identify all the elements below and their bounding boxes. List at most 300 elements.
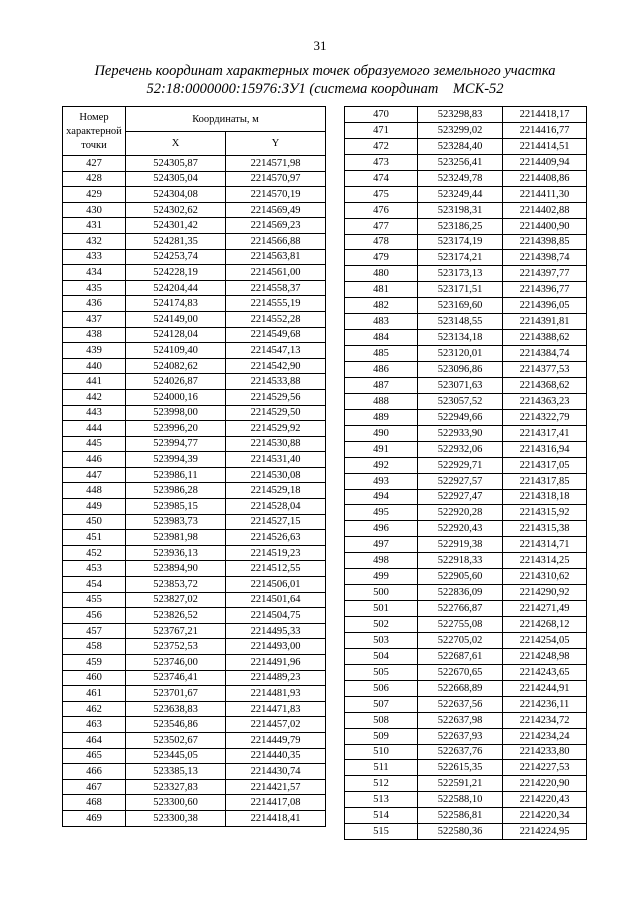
point-number-cell: 509: [345, 728, 418, 744]
x-coordinate-cell: 523174,21: [418, 250, 503, 266]
table-row: [63, 405, 326, 421]
y-coordinate-cell: 2214236,11: [503, 696, 587, 712]
x-coordinate-cell: 523249,44: [418, 186, 503, 202]
x-coordinate-cell: 523169,60: [418, 298, 503, 314]
table-row: [63, 748, 326, 764]
table-row: [63, 561, 326, 577]
point-number-cell: 466: [63, 764, 126, 780]
table-row: [63, 467, 326, 483]
table-row: [345, 601, 587, 617]
table-row: [63, 265, 326, 281]
point-number-cell: 511: [345, 760, 418, 776]
point-number-cell: 434: [63, 265, 126, 281]
table-row: [345, 362, 587, 378]
point-number-cell: 493: [345, 473, 418, 489]
x-coordinate-cell: 523502,67: [126, 732, 226, 748]
y-coordinate-cell: 2214418,17: [503, 107, 587, 123]
y-coordinate-cell: 2214549,68: [226, 327, 326, 343]
table-row: [345, 377, 587, 393]
point-number-cell: 441: [63, 374, 126, 390]
x-coordinate-cell: 522920,43: [418, 521, 503, 537]
x-coordinate-cell: 522637,56: [418, 696, 503, 712]
x-coordinate-cell: 524204,44: [126, 280, 226, 296]
point-number-cell: 454: [63, 577, 126, 593]
x-coordinate-cell: 523746,41: [126, 670, 226, 686]
x-coordinate-cell: 522591,21: [418, 776, 503, 792]
left-table-body: [63, 156, 326, 827]
x-coordinate-cell: 522919,38: [418, 537, 503, 553]
table-row: [345, 792, 587, 808]
header-x: X: [126, 132, 226, 156]
y-coordinate-cell: 2214400,90: [503, 218, 587, 234]
header-point-number: [63, 107, 126, 156]
x-coordinate-cell: 522949,66: [418, 409, 503, 425]
y-coordinate-cell: 2214227,53: [503, 760, 587, 776]
x-coordinate-cell: 522927,47: [418, 489, 503, 505]
table-row: [345, 122, 587, 138]
x-coordinate-cell: 522927,57: [418, 473, 503, 489]
y-coordinate-cell: 2214317,85: [503, 473, 587, 489]
y-coordinate-cell: 2214318,18: [503, 489, 587, 505]
table-row: [63, 608, 326, 624]
x-coordinate-cell: 524109,40: [126, 343, 226, 359]
x-coordinate-cell: 523298,83: [418, 107, 503, 123]
point-number-cell: 513: [345, 792, 418, 808]
point-number-cell: 462: [63, 701, 126, 717]
point-number-cell: 478: [345, 234, 418, 250]
header-coordinates: Координаты, м: [126, 107, 326, 132]
point-number-cell: 431: [63, 218, 126, 234]
y-coordinate-cell: 2214271,49: [503, 601, 587, 617]
y-coordinate-cell: 2214512,55: [226, 561, 326, 577]
point-number-cell: 479: [345, 250, 418, 266]
table-row: [345, 234, 587, 250]
x-coordinate-cell: 523853,72: [126, 577, 226, 593]
x-coordinate-cell: 522920,28: [418, 505, 503, 521]
point-number-cell: 432: [63, 233, 126, 249]
table-row: [345, 218, 587, 234]
y-coordinate-cell: 2214254,05: [503, 632, 587, 648]
y-coordinate-cell: 2214368,62: [503, 377, 587, 393]
point-number-cell: 481: [345, 282, 418, 298]
y-coordinate-cell: 2214449,79: [226, 732, 326, 748]
x-coordinate-cell: 523299,02: [418, 122, 503, 138]
point-number-cell: 486: [345, 362, 418, 378]
y-coordinate-cell: 2214316,94: [503, 441, 587, 457]
point-number-cell: 453: [63, 561, 126, 577]
x-coordinate-cell: 523148,55: [418, 314, 503, 330]
table-row: [63, 499, 326, 515]
y-coordinate-cell: 2214377,53: [503, 362, 587, 378]
point-number-cell: 446: [63, 452, 126, 468]
table-row: [63, 311, 326, 327]
point-number-cell: 515: [345, 824, 418, 840]
table-row: [63, 452, 326, 468]
x-coordinate-cell: 522687,61: [418, 648, 503, 664]
point-number-cell: 494: [345, 489, 418, 505]
point-number-cell: 471: [345, 122, 418, 138]
y-coordinate-cell: 2214391,81: [503, 314, 587, 330]
x-coordinate-cell: 523071,63: [418, 377, 503, 393]
point-number-cell: 429: [63, 187, 126, 203]
table-row: [63, 249, 326, 265]
x-coordinate-cell: 522637,98: [418, 712, 503, 728]
y-coordinate-cell: 2214558,37: [226, 280, 326, 296]
y-coordinate-cell: 2214317,05: [503, 457, 587, 473]
x-coordinate-cell: 522637,93: [418, 728, 503, 744]
table-row: [63, 701, 326, 717]
point-number-cell: 460: [63, 670, 126, 686]
y-coordinate-cell: 2214542,90: [226, 358, 326, 374]
x-coordinate-cell: 524082,62: [126, 358, 226, 374]
x-coordinate-cell: 523198,31: [418, 202, 503, 218]
y-coordinate-cell: 2214570,97: [226, 171, 326, 187]
page-number: 31: [313, 38, 327, 53]
y-coordinate-cell: 2214529,92: [226, 421, 326, 437]
table-row: [63, 483, 326, 499]
right-table-body: [345, 107, 587, 840]
y-coordinate-cell: 2214493,00: [226, 639, 326, 655]
table-row: [345, 154, 587, 170]
x-coordinate-cell: 522668,89: [418, 680, 503, 696]
x-coordinate-cell: 523445,05: [126, 748, 226, 764]
table-row: [63, 280, 326, 296]
title-line-2: 52:18:0000000:15976:ЗУ1 (система координат МСК-52: [146, 81, 504, 97]
table-row: [345, 569, 587, 585]
table-row: [345, 298, 587, 314]
point-number-cell: 445: [63, 436, 126, 452]
table-row: [345, 138, 587, 154]
y-coordinate-cell: 2214268,12: [503, 617, 587, 633]
y-coordinate-cell: 2214569,23: [226, 218, 326, 234]
x-coordinate-cell: 524304,08: [126, 187, 226, 203]
x-coordinate-cell: 523249,78: [418, 170, 503, 186]
table-row: [63, 764, 326, 780]
y-coordinate-cell: 2214398,74: [503, 250, 587, 266]
point-number-cell: 436: [63, 296, 126, 312]
y-coordinate-cell: 2214529,50: [226, 405, 326, 421]
y-coordinate-cell: 2214570,19: [226, 187, 326, 203]
table-row: [345, 346, 587, 362]
table-row: [345, 505, 587, 521]
x-coordinate-cell: 523300,60: [126, 795, 226, 811]
x-coordinate-cell: 524000,16: [126, 389, 226, 405]
x-coordinate-cell: 523827,02: [126, 592, 226, 608]
table-row: [63, 187, 326, 203]
point-number-cell: 440: [63, 358, 126, 374]
table-row: [63, 156, 326, 172]
y-coordinate-cell: 2214530,08: [226, 467, 326, 483]
table-row: [345, 170, 587, 186]
point-number-cell: 458: [63, 639, 126, 655]
point-number-cell: 503: [345, 632, 418, 648]
y-coordinate-cell: 2214531,40: [226, 452, 326, 468]
y-coordinate-cell: 2214224,95: [503, 824, 587, 840]
x-coordinate-cell: 522588,10: [418, 792, 503, 808]
table-row: [345, 808, 587, 824]
table-row: [63, 389, 326, 405]
point-number-cell: 464: [63, 732, 126, 748]
table-row: [345, 696, 587, 712]
document-title: [60, 62, 590, 98]
y-coordinate-cell: 2214529,56: [226, 389, 326, 405]
point-number-cell: 483: [345, 314, 418, 330]
point-number-cell: 435: [63, 280, 126, 296]
point-number-cell: 448: [63, 483, 126, 499]
y-coordinate-cell: 2214396,77: [503, 282, 587, 298]
header-point-number-line3: точки: [81, 139, 107, 151]
x-coordinate-cell: 522929,71: [418, 457, 503, 473]
x-coordinate-cell: 523284,40: [418, 138, 503, 154]
table-row: [345, 728, 587, 744]
table-row: [63, 436, 326, 452]
x-coordinate-cell: 522933,90: [418, 425, 503, 441]
table-row: [345, 537, 587, 553]
header-y: Y: [226, 132, 326, 156]
y-coordinate-cell: 2214501,64: [226, 592, 326, 608]
point-number-cell: 484: [345, 330, 418, 346]
table-row: [345, 760, 587, 776]
table-row: [63, 717, 326, 733]
x-coordinate-cell: 523546,86: [126, 717, 226, 733]
table-row: [63, 296, 326, 312]
point-number-cell: 482: [345, 298, 418, 314]
x-coordinate-cell: 523385,13: [126, 764, 226, 780]
table-row: [63, 421, 326, 437]
table-row: [63, 358, 326, 374]
point-number-cell: 491: [345, 441, 418, 457]
table-row: [63, 530, 326, 546]
point-number-cell: 442: [63, 389, 126, 405]
y-coordinate-cell: 2214402,88: [503, 202, 587, 218]
point-number-cell: 452: [63, 545, 126, 561]
y-coordinate-cell: 2214495,33: [226, 623, 326, 639]
x-coordinate-cell: 522670,65: [418, 664, 503, 680]
y-coordinate-cell: 2214398,85: [503, 234, 587, 250]
table-row: [63, 171, 326, 187]
point-number-cell: 467: [63, 779, 126, 795]
x-coordinate-cell: 522766,87: [418, 601, 503, 617]
y-coordinate-cell: 2214471,83: [226, 701, 326, 717]
point-number-cell: 506: [345, 680, 418, 696]
point-number-cell: 490: [345, 425, 418, 441]
x-coordinate-cell: 523186,25: [418, 218, 503, 234]
point-number-cell: 487: [345, 377, 418, 393]
x-coordinate-cell: 523134,18: [418, 330, 503, 346]
header-point-number-line1: Номер: [79, 111, 109, 123]
point-number-cell: 504: [345, 648, 418, 664]
point-number-cell: 480: [345, 266, 418, 282]
x-coordinate-cell: 523826,52: [126, 608, 226, 624]
point-number-cell: 473: [345, 154, 418, 170]
y-coordinate-cell: 2214530,88: [226, 436, 326, 452]
x-coordinate-cell: 523300,38: [126, 810, 226, 826]
x-coordinate-cell: 524026,87: [126, 374, 226, 390]
x-coordinate-cell: 523996,20: [126, 421, 226, 437]
y-coordinate-cell: 2214384,74: [503, 346, 587, 362]
x-coordinate-cell: 523173,13: [418, 266, 503, 282]
point-number-cell: 459: [63, 655, 126, 671]
point-number-cell: 488: [345, 393, 418, 409]
y-coordinate-cell: 2214561,00: [226, 265, 326, 281]
table-row: [345, 266, 587, 282]
table-row: [63, 218, 326, 234]
y-coordinate-cell: 2214528,04: [226, 499, 326, 515]
table-row: [345, 632, 587, 648]
y-coordinate-cell: 2214555,19: [226, 296, 326, 312]
point-number-cell: 505: [345, 664, 418, 680]
table-row: [63, 686, 326, 702]
point-number-cell: 470: [345, 107, 418, 123]
y-coordinate-cell: 2214552,28: [226, 311, 326, 327]
point-number-cell: 465: [63, 748, 126, 764]
y-coordinate-cell: 2214519,23: [226, 545, 326, 561]
y-coordinate-cell: 2214234,24: [503, 728, 587, 744]
x-coordinate-cell: 523994,77: [126, 436, 226, 452]
x-coordinate-cell: 523767,21: [126, 623, 226, 639]
y-coordinate-cell: 2214547,13: [226, 343, 326, 359]
x-coordinate-cell: 522905,60: [418, 569, 503, 585]
table-row: [345, 457, 587, 473]
y-coordinate-cell: 2214248,98: [503, 648, 587, 664]
x-coordinate-cell: 524305,87: [126, 156, 226, 172]
y-coordinate-cell: 2214533,88: [226, 374, 326, 390]
y-coordinate-cell: 2214363,23: [503, 393, 587, 409]
coordinates-table-left: [62, 106, 326, 827]
point-number-cell: 514: [345, 808, 418, 824]
point-number-cell: 472: [345, 138, 418, 154]
point-number-cell: 510: [345, 744, 418, 760]
y-coordinate-cell: 2214397,77: [503, 266, 587, 282]
coordinates-table-right: [344, 106, 587, 840]
table-row: [345, 648, 587, 664]
y-coordinate-cell: 2214409,94: [503, 154, 587, 170]
x-coordinate-cell: 522705,02: [418, 632, 503, 648]
point-number-cell: 463: [63, 717, 126, 733]
point-number-cell: 428: [63, 171, 126, 187]
table-row: [63, 592, 326, 608]
table-row: [345, 521, 587, 537]
x-coordinate-cell: 522580,36: [418, 824, 503, 840]
y-coordinate-cell: 2214506,01: [226, 577, 326, 593]
y-coordinate-cell: 2214526,63: [226, 530, 326, 546]
x-coordinate-cell: 524281,35: [126, 233, 226, 249]
x-coordinate-cell: 522637,76: [418, 744, 503, 760]
x-coordinate-cell: 523981,98: [126, 530, 226, 546]
point-number-cell: 512: [345, 776, 418, 792]
x-coordinate-cell: 523986,28: [126, 483, 226, 499]
table-row: [345, 744, 587, 760]
point-number-cell: 508: [345, 712, 418, 728]
y-coordinate-cell: 2214421,57: [226, 779, 326, 795]
point-number-cell: 437: [63, 311, 126, 327]
header-point-number-line2: характерной: [66, 125, 122, 137]
table-row: [345, 107, 587, 123]
x-coordinate-cell: 523746,00: [126, 655, 226, 671]
x-coordinate-cell: 523096,86: [418, 362, 503, 378]
y-coordinate-cell: 2214220,43: [503, 792, 587, 808]
x-coordinate-cell: 522918,33: [418, 553, 503, 569]
x-coordinate-cell: 523752,53: [126, 639, 226, 655]
y-coordinate-cell: 2214290,92: [503, 585, 587, 601]
table-row: [63, 623, 326, 639]
point-number-cell: 457: [63, 623, 126, 639]
point-number-cell: 499: [345, 569, 418, 585]
table-row: [63, 655, 326, 671]
point-number-cell: 475: [345, 186, 418, 202]
x-coordinate-cell: 523983,73: [126, 514, 226, 530]
x-coordinate-cell: 523256,41: [418, 154, 503, 170]
x-coordinate-cell: 522932,06: [418, 441, 503, 457]
y-coordinate-cell: 2214481,93: [226, 686, 326, 702]
title-line-1: Перечень координат характерных точек образуемого земельного участка: [94, 63, 556, 79]
x-coordinate-cell: 524301,42: [126, 218, 226, 234]
table-row: [345, 250, 587, 266]
x-coordinate-cell: 523986,11: [126, 467, 226, 483]
table-row: [63, 514, 326, 530]
table-row: [63, 639, 326, 655]
y-coordinate-cell: 2214566,88: [226, 233, 326, 249]
table-row: [63, 577, 326, 593]
table-row: [345, 617, 587, 633]
point-number-cell: 451: [63, 530, 126, 546]
x-coordinate-cell: 523985,15: [126, 499, 226, 515]
table-row: [345, 441, 587, 457]
x-coordinate-cell: 523638,83: [126, 701, 226, 717]
point-number-cell: 485: [345, 346, 418, 362]
x-coordinate-cell: 524228,19: [126, 265, 226, 281]
point-number-cell: 489: [345, 409, 418, 425]
table-row: [63, 810, 326, 826]
point-number-cell: 433: [63, 249, 126, 265]
point-number-cell: 456: [63, 608, 126, 624]
table-row: [345, 824, 587, 840]
point-number-cell: 449: [63, 499, 126, 515]
y-coordinate-cell: 2214457,02: [226, 717, 326, 733]
table-row: [345, 489, 587, 505]
y-coordinate-cell: 2214417,08: [226, 795, 326, 811]
x-coordinate-cell: 524149,00: [126, 311, 226, 327]
y-coordinate-cell: 2214234,72: [503, 712, 587, 728]
x-coordinate-cell: 524128,04: [126, 327, 226, 343]
table-row: [63, 343, 326, 359]
table-row: [63, 732, 326, 748]
point-number-cell: 447: [63, 467, 126, 483]
point-number-cell: 430: [63, 202, 126, 218]
table-row: [345, 202, 587, 218]
y-coordinate-cell: 2214563,81: [226, 249, 326, 265]
point-number-cell: 438: [63, 327, 126, 343]
x-coordinate-cell: 523174,19: [418, 234, 503, 250]
x-coordinate-cell: 523120,01: [418, 346, 503, 362]
point-number-cell: 476: [345, 202, 418, 218]
table-row: [63, 233, 326, 249]
y-coordinate-cell: 2214244,91: [503, 680, 587, 696]
x-coordinate-cell: 523057,52: [418, 393, 503, 409]
y-coordinate-cell: 2214388,62: [503, 330, 587, 346]
point-number-cell: 450: [63, 514, 126, 530]
table-row: [345, 393, 587, 409]
point-number-cell: 444: [63, 421, 126, 437]
y-coordinate-cell: 2214571,98: [226, 156, 326, 172]
point-number-cell: 468: [63, 795, 126, 811]
point-number-cell: 443: [63, 405, 126, 421]
y-coordinate-cell: 2214314,25: [503, 553, 587, 569]
table-row: [345, 314, 587, 330]
table-row: [345, 186, 587, 202]
table-row: [345, 553, 587, 569]
table-row: [345, 585, 587, 601]
